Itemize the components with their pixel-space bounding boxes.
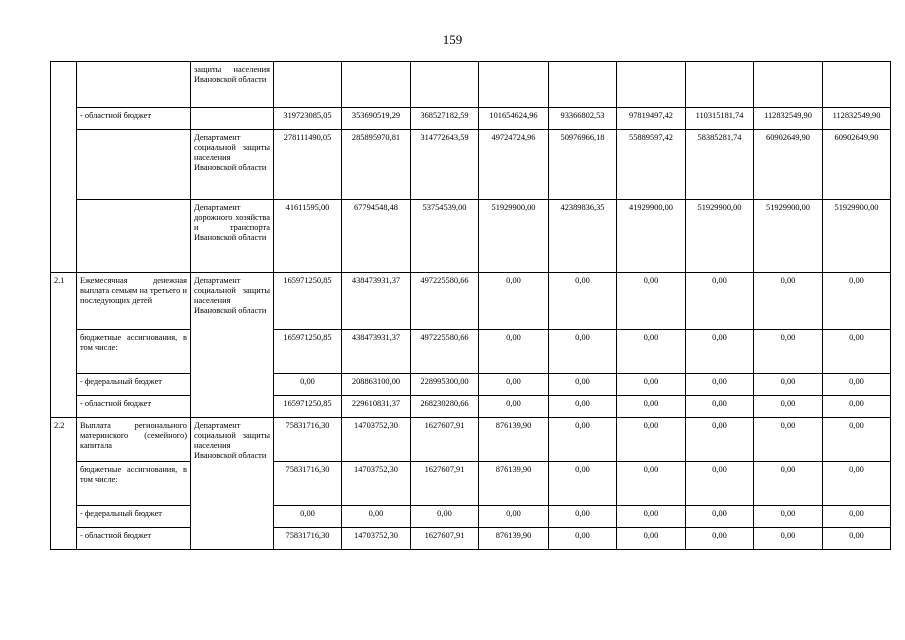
amount-cell: 101654624,96 <box>479 108 549 130</box>
amount-cell: 438473931,37 <box>342 330 411 374</box>
row-description-cell: - федеральный бюджет <box>77 374 191 396</box>
row-description-cell <box>77 130 191 200</box>
table-row <box>51 200 891 273</box>
amount-cell: 0,00 <box>549 273 617 330</box>
amount-cell: 0,00 <box>754 506 823 528</box>
row-description-cell: - областной бюджет <box>77 396 191 418</box>
amount-cell: 0,00 <box>411 506 479 528</box>
amount-cell: 1627607,91 <box>411 418 479 462</box>
amount-cell: 0,00 <box>823 418 891 462</box>
table-row <box>51 62 891 108</box>
amount-cell: 0,00 <box>549 462 617 506</box>
amount-cell <box>274 62 342 108</box>
amount-cell: 0,00 <box>754 528 823 550</box>
amount-cell <box>342 62 411 108</box>
amount-cell: 314772643,59 <box>411 130 479 200</box>
amount-cell: 0,00 <box>823 273 891 330</box>
amount-cell: 0,00 <box>686 396 754 418</box>
row-executor-cell: Департамент социальной защиты населения Ивановской области <box>191 130 274 200</box>
amount-cell: 75831716,30 <box>274 462 342 506</box>
amount-cell: 41611595,00 <box>274 200 342 273</box>
amount-cell: 60902649,90 <box>823 130 891 200</box>
amount-cell: 0,00 <box>754 330 823 374</box>
amount-cell: 0,00 <box>686 506 754 528</box>
amount-cell: 58385281,74 <box>686 130 754 200</box>
amount-cell: 0,00 <box>823 374 891 396</box>
amount-cell: 49724724,96 <box>479 130 549 200</box>
table-row <box>51 506 891 528</box>
table-row <box>51 108 891 130</box>
amount-cell: 876139,90 <box>479 418 549 462</box>
amount-cell: 0,00 <box>754 462 823 506</box>
amount-cell: 0,00 <box>754 374 823 396</box>
amount-cell: 0,00 <box>686 273 754 330</box>
amount-cell: 229610831,37 <box>342 396 411 418</box>
amount-cell: 51929900,00 <box>686 200 754 273</box>
amount-cell: 208863100,00 <box>342 374 411 396</box>
amount-cell: 50976966,18 <box>549 130 617 200</box>
amount-cell: 0,00 <box>549 374 617 396</box>
table-row <box>51 528 891 550</box>
amount-cell: 0,00 <box>617 374 686 396</box>
amount-cell: 112832549,90 <box>754 108 823 130</box>
amount-cell: 55889597,42 <box>617 130 686 200</box>
amount-cell <box>686 62 754 108</box>
amount-cell: 0,00 <box>549 528 617 550</box>
amount-cell: 438473931,37 <box>342 273 411 330</box>
amount-cell: 0,00 <box>549 418 617 462</box>
amount-cell: 0,00 <box>549 506 617 528</box>
amount-cell: 53754539,00 <box>411 200 479 273</box>
row-executor-cell: защиты населения Ивановской области <box>191 62 274 108</box>
amount-cell: 876139,90 <box>479 462 549 506</box>
amount-cell: 0,00 <box>549 396 617 418</box>
amount-cell: 228995300,00 <box>411 374 479 396</box>
row-executor-cell: Департамент социальной защиты населения Ивановской области <box>191 273 274 418</box>
page-number: 159 <box>442 32 463 47</box>
row-index-cell: 2.1 <box>51 273 77 418</box>
amount-cell: 0,00 <box>617 330 686 374</box>
amount-cell: 0,00 <box>342 506 411 528</box>
amount-cell: 0,00 <box>479 273 549 330</box>
amount-cell: 60902649,90 <box>754 130 823 200</box>
amount-cell: 0,00 <box>617 506 686 528</box>
table-row <box>51 273 891 330</box>
amount-cell: 0,00 <box>686 374 754 396</box>
amount-cell: 75831716,30 <box>274 418 342 462</box>
amount-cell: 497225580,66 <box>411 273 479 330</box>
amount-cell: 0,00 <box>549 330 617 374</box>
budget-table <box>50 61 891 550</box>
amount-cell: 67794548,48 <box>342 200 411 273</box>
row-index-cell <box>51 62 77 273</box>
row-executor-cell <box>191 108 274 130</box>
amount-cell: 14703752,30 <box>342 462 411 506</box>
amount-cell: 0,00 <box>617 273 686 330</box>
table-row <box>51 462 891 506</box>
amount-cell: 0,00 <box>823 528 891 550</box>
amount-cell: 41929900,00 <box>617 200 686 273</box>
amount-cell: 97819497,42 <box>617 108 686 130</box>
row-description-cell: - областной бюджет <box>77 108 191 130</box>
table-row <box>51 418 891 462</box>
amount-cell: 112832549,90 <box>823 108 891 130</box>
amount-cell: 0,00 <box>823 462 891 506</box>
amount-cell: 51929900,00 <box>754 200 823 273</box>
amount-cell: 0,00 <box>686 528 754 550</box>
amount-cell: 14703752,30 <box>342 528 411 550</box>
row-description-cell: - областной бюджет <box>77 528 191 550</box>
amount-cell: 0,00 <box>274 374 342 396</box>
amount-cell: 0,00 <box>479 374 549 396</box>
amount-cell <box>479 62 549 108</box>
amount-cell <box>411 62 479 108</box>
amount-cell: 285895970,81 <box>342 130 411 200</box>
amount-cell: 0,00 <box>686 418 754 462</box>
amount-cell: 0,00 <box>617 396 686 418</box>
amount-cell: 876139,90 <box>479 528 549 550</box>
amount-cell: 319723085,05 <box>274 108 342 130</box>
row-index-cell: 2.2 <box>51 418 77 550</box>
amount-cell: 75831716,30 <box>274 528 342 550</box>
amount-cell: 278111490,05 <box>274 130 342 200</box>
amount-cell: 165971250,85 <box>274 396 342 418</box>
row-description-cell: Выплата регионального материнского (семейного) капитала <box>77 418 191 462</box>
amount-cell: 0,00 <box>823 396 891 418</box>
amount-cell <box>754 62 823 108</box>
amount-cell: 353690519,29 <box>342 108 411 130</box>
row-description-cell: бюджетные ассигнования, в том числе: <box>77 462 191 506</box>
amount-cell: 368527182,59 <box>411 108 479 130</box>
amount-cell: 110315181,74 <box>686 108 754 130</box>
table-row <box>51 374 891 396</box>
row-executor-cell: Департамент дорожного хозяйства и транспорта Ивановской области <box>191 200 274 273</box>
amount-cell: 0,00 <box>754 396 823 418</box>
amount-cell: 93366802,53 <box>549 108 617 130</box>
row-description-cell: бюджетные ассигнования, в том числе: <box>77 330 191 374</box>
amount-cell: 268230280,66 <box>411 396 479 418</box>
amount-cell <box>617 62 686 108</box>
row-executor-cell: Департамент социальной защиты населения Ивановской области <box>191 418 274 550</box>
table-row <box>51 130 891 200</box>
amount-cell: 14703752,30 <box>342 418 411 462</box>
amount-cell: 0,00 <box>617 528 686 550</box>
row-description-cell: Ежемесячная денежная выплата семьям на третьего и последующих детей <box>77 273 191 330</box>
row-description-cell <box>77 62 191 108</box>
amount-cell: 165971250,85 <box>274 330 342 374</box>
amount-cell: 0,00 <box>823 330 891 374</box>
amount-cell <box>549 62 617 108</box>
amount-cell: 1627607,91 <box>411 462 479 506</box>
table-row <box>51 396 891 418</box>
amount-cell: 0,00 <box>754 418 823 462</box>
amount-cell: 497225580,66 <box>411 330 479 374</box>
table-row <box>51 330 891 374</box>
amount-cell: 0,00 <box>686 462 754 506</box>
row-description-cell: - федеральный бюджет <box>77 506 191 528</box>
amount-cell: 0,00 <box>479 330 549 374</box>
amount-cell: 42389836,35 <box>549 200 617 273</box>
amount-cell: 0,00 <box>479 396 549 418</box>
amount-cell: 0,00 <box>754 273 823 330</box>
row-description-cell <box>77 200 191 273</box>
amount-cell: 0,00 <box>617 418 686 462</box>
amount-cell <box>823 62 891 108</box>
amount-cell: 0,00 <box>274 506 342 528</box>
amount-cell: 1627607,91 <box>411 528 479 550</box>
amount-cell: 0,00 <box>479 506 549 528</box>
amount-cell: 0,00 <box>823 506 891 528</box>
amount-cell: 51929900,00 <box>479 200 549 273</box>
amount-cell: 165971250,85 <box>274 273 342 330</box>
amount-cell: 0,00 <box>617 462 686 506</box>
amount-cell: 0,00 <box>686 330 754 374</box>
amount-cell: 51929900,00 <box>823 200 891 273</box>
